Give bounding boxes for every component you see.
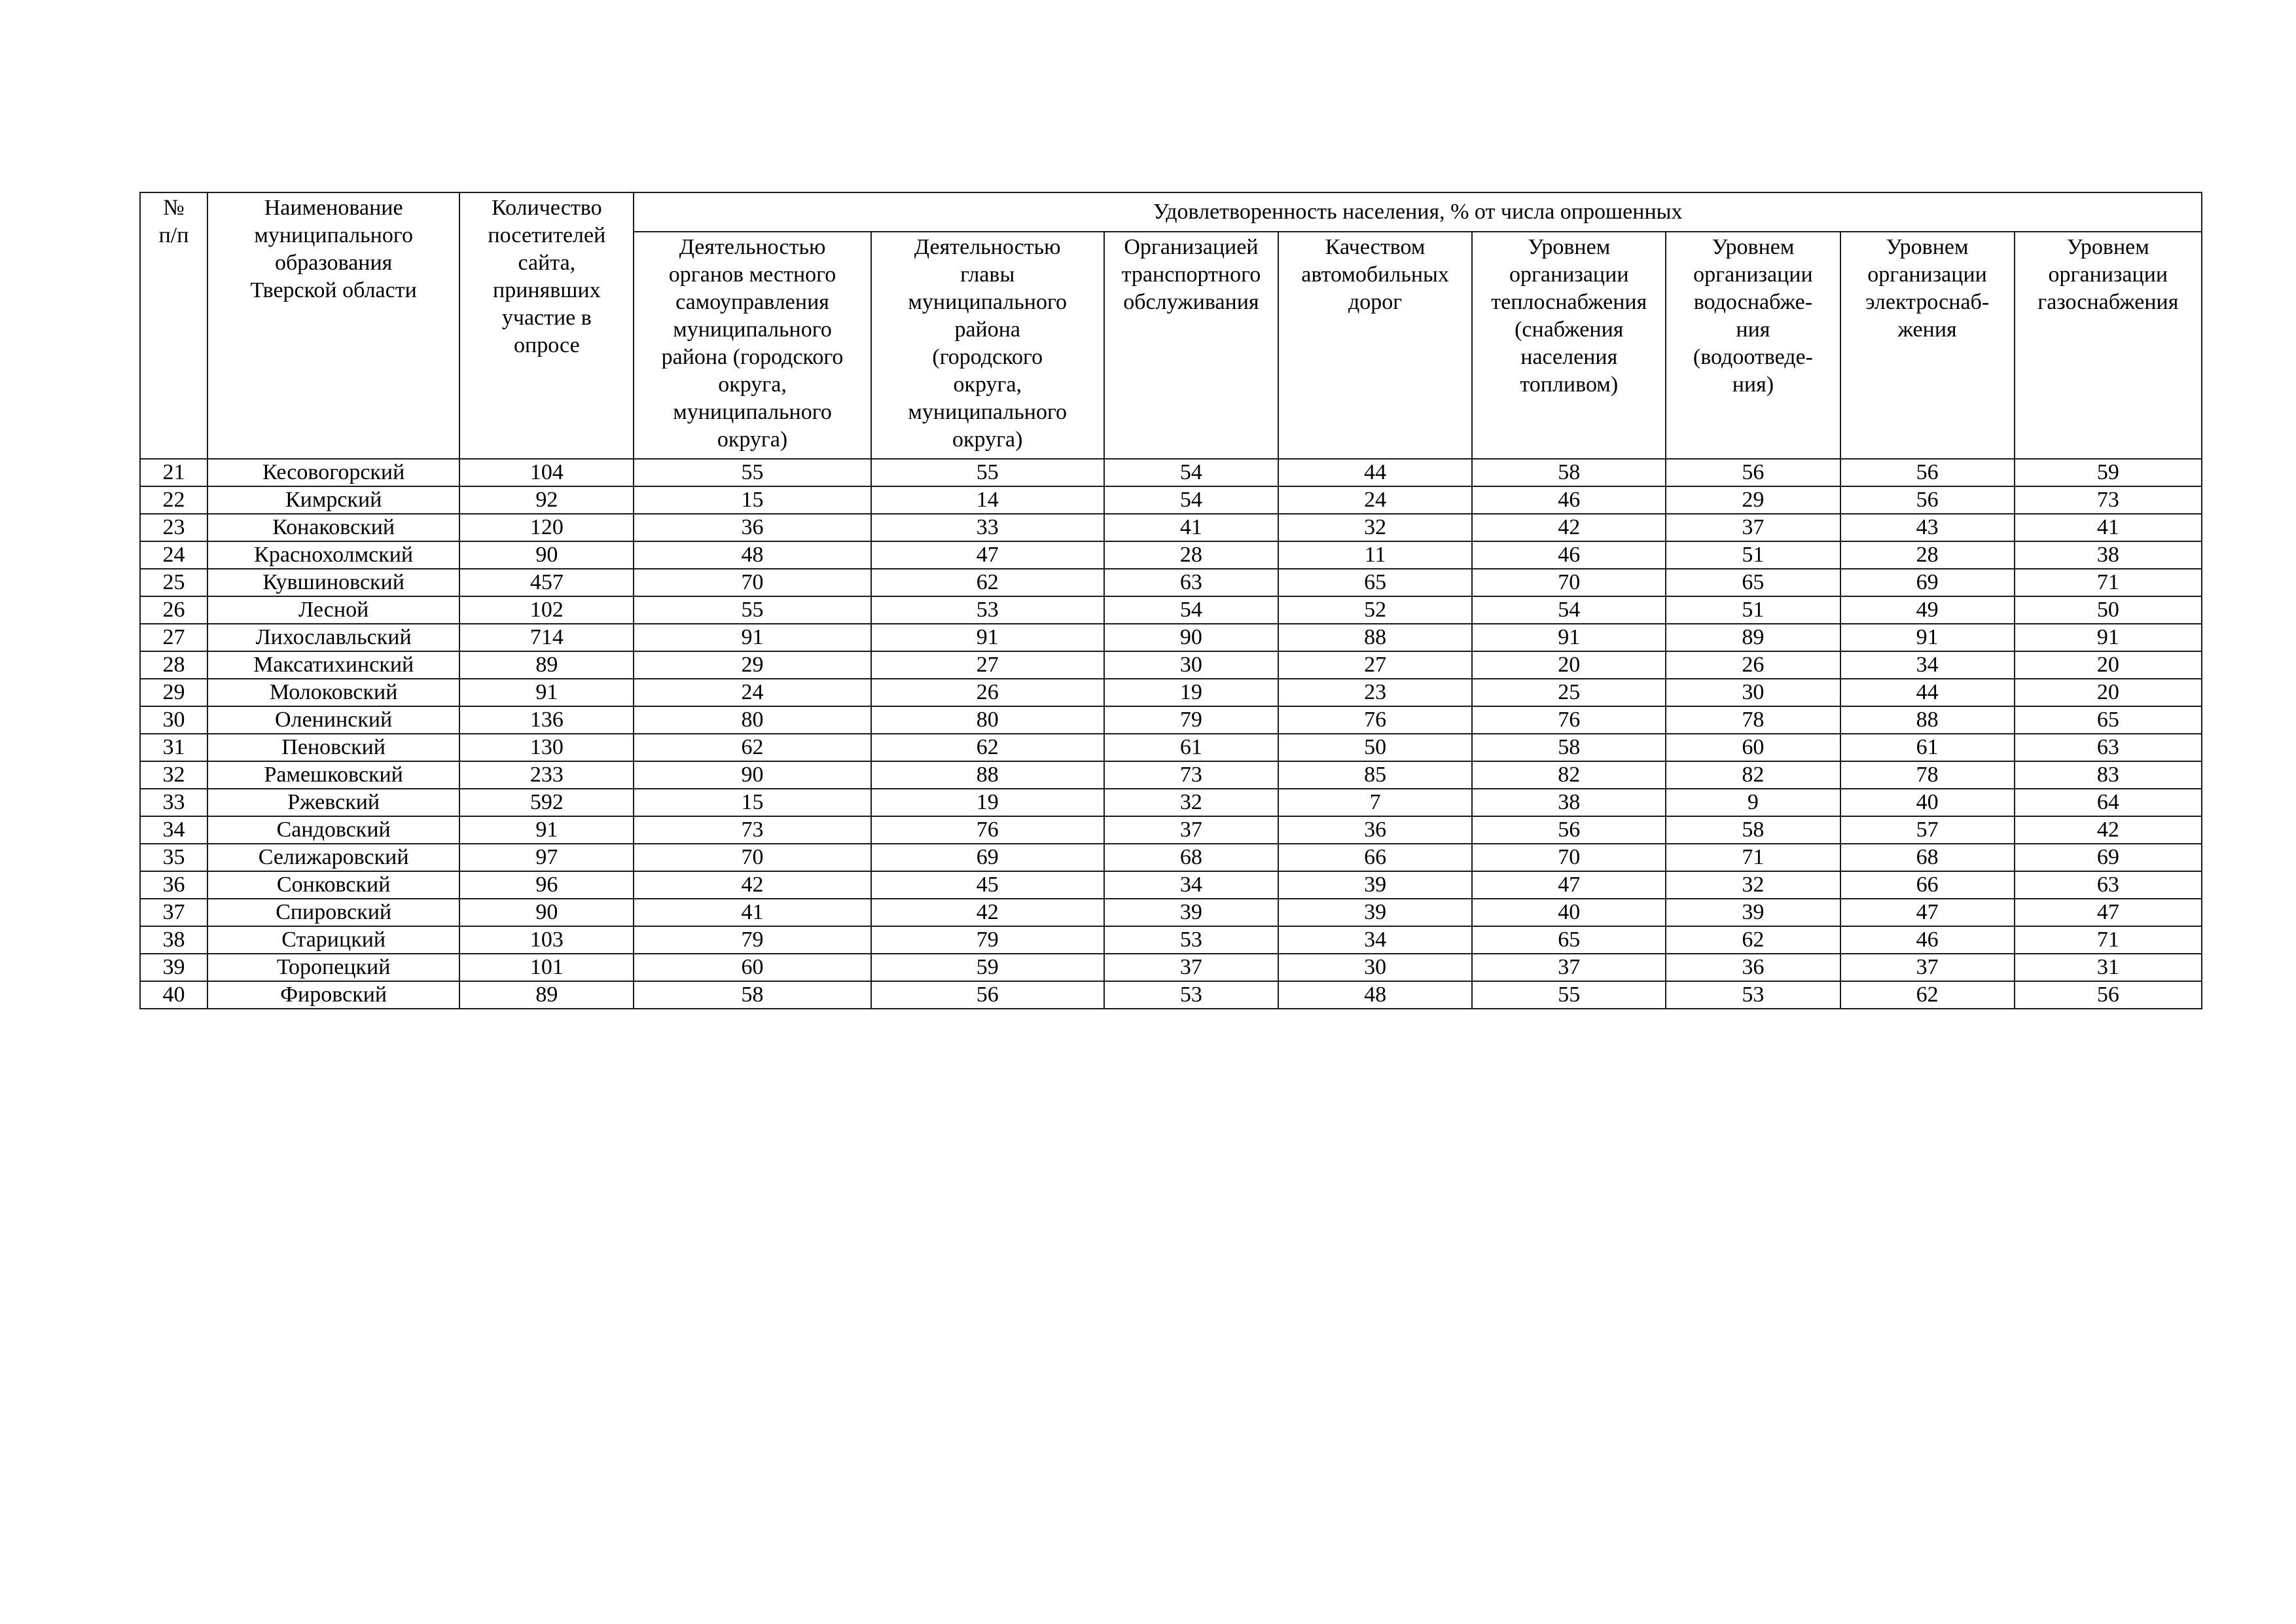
visitors-cell: 130: [459, 734, 634, 761]
water-supply-cell: 71: [1666, 844, 1840, 871]
table-row: [140, 789, 2202, 816]
visitors-cell: 96: [459, 871, 634, 899]
roads-cell: 39: [1278, 871, 1472, 899]
district-head-cell: 80: [871, 706, 1104, 734]
gas-supply-cell: 47: [2015, 899, 2202, 926]
transport-cell: 30: [1104, 651, 1278, 679]
district-head-cell: 88: [871, 761, 1104, 789]
heat-supply-cell: 54: [1472, 596, 1666, 624]
roads-cell: 24: [1278, 486, 1472, 514]
local-government-cell: 15: [634, 789, 870, 816]
municipality-cell: Рамешковский: [207, 761, 459, 789]
heat-supply-cell: 46: [1472, 541, 1666, 569]
row-number-cell: 38: [140, 926, 207, 954]
header-satisfaction-group: Удовлетворенность населения, % от числа опрошенных: [634, 192, 2202, 232]
visitors-cell: 89: [459, 651, 634, 679]
water-supply-cell: 89: [1666, 624, 1840, 651]
roads-cell: 23: [1278, 679, 1472, 706]
transport-cell: 41: [1104, 514, 1278, 541]
visitors-cell: 101: [459, 954, 634, 981]
municipality-cell: Оленинский: [207, 706, 459, 734]
heat-supply-cell: 91: [1472, 624, 1666, 651]
row-number-cell: 29: [140, 679, 207, 706]
transport-cell: 34: [1104, 871, 1278, 899]
water-supply-cell: 78: [1666, 706, 1840, 734]
transport-cell: 54: [1104, 596, 1278, 624]
table-row: [140, 844, 2202, 871]
district-head-cell: 47: [871, 541, 1104, 569]
electricity-supply-cell: 37: [1840, 954, 2015, 981]
satisfaction-table: [139, 192, 2202, 1009]
gas-supply-cell: 73: [2015, 486, 2202, 514]
visitors-cell: 136: [459, 706, 634, 734]
local-government-cell: 60: [634, 954, 870, 981]
electricity-supply-cell: 62: [1840, 981, 2015, 1009]
visitors-cell: 104: [459, 459, 634, 486]
row-number-cell: 40: [140, 981, 207, 1009]
municipality-cell: Молоковский: [207, 679, 459, 706]
municipality-cell: Ржевский: [207, 789, 459, 816]
heat-supply-cell: 55: [1472, 981, 1666, 1009]
electricity-supply-cell: 68: [1840, 844, 2015, 871]
district-head-cell: 19: [871, 789, 1104, 816]
gas-supply-cell: 65: [2015, 706, 2202, 734]
local-government-cell: 90: [634, 761, 870, 789]
electricity-supply-cell: 28: [1840, 541, 2015, 569]
heat-supply-cell: 65: [1472, 926, 1666, 954]
water-supply-cell: 82: [1666, 761, 1840, 789]
roads-cell: 30: [1278, 954, 1472, 981]
visitors-cell: 90: [459, 541, 634, 569]
transport-cell: 19: [1104, 679, 1278, 706]
header-roads: Качеством автомобильных дорог: [1278, 232, 1472, 459]
heat-supply-cell: 38: [1472, 789, 1666, 816]
municipality-cell: Лесной: [207, 596, 459, 624]
roads-cell: 66: [1278, 844, 1472, 871]
municipality-cell: Кесовогорский: [207, 459, 459, 486]
municipality-cell: Максатихинский: [207, 651, 459, 679]
gas-supply-cell: 20: [2015, 651, 2202, 679]
local-government-cell: 73: [634, 816, 870, 844]
row-number-cell: 21: [140, 459, 207, 486]
municipality-cell: Кимрский: [207, 486, 459, 514]
water-supply-cell: 36: [1666, 954, 1840, 981]
heat-supply-cell: 20: [1472, 651, 1666, 679]
heat-supply-cell: 47: [1472, 871, 1666, 899]
heat-supply-cell: 76: [1472, 706, 1666, 734]
gas-supply-cell: 41: [2015, 514, 2202, 541]
district-head-cell: 45: [871, 871, 1104, 899]
local-government-cell: 29: [634, 651, 870, 679]
transport-cell: 73: [1104, 761, 1278, 789]
transport-cell: 90: [1104, 624, 1278, 651]
electricity-supply-cell: 66: [1840, 871, 2015, 899]
district-head-cell: 42: [871, 899, 1104, 926]
electricity-supply-cell: 56: [1840, 459, 2015, 486]
municipality-cell: Сонковский: [207, 871, 459, 899]
table-header: [140, 192, 2202, 459]
municipality-cell: Фировский: [207, 981, 459, 1009]
row-number-cell: 30: [140, 706, 207, 734]
table-row: [140, 624, 2202, 651]
visitors-cell: 91: [459, 816, 634, 844]
electricity-supply-cell: 78: [1840, 761, 2015, 789]
header-water-supply: Уровнем организации водоснабже- ния (водоотведе- ния): [1666, 232, 1840, 459]
district-head-cell: 26: [871, 679, 1104, 706]
local-government-cell: 70: [634, 569, 870, 596]
gas-supply-cell: 71: [2015, 569, 2202, 596]
gas-supply-cell: 63: [2015, 871, 2202, 899]
gas-supply-cell: 59: [2015, 459, 2202, 486]
heat-supply-cell: 42: [1472, 514, 1666, 541]
municipality-cell: Торопецкий: [207, 954, 459, 981]
municipality-cell: Селижаровский: [207, 844, 459, 871]
table-row: [140, 541, 2202, 569]
header-local-government: Деятельностью органов местного самоуправления муниципального района (городского округа, муниципального округа): [634, 232, 870, 459]
district-head-cell: 62: [871, 734, 1104, 761]
transport-cell: 61: [1104, 734, 1278, 761]
table-row: [140, 651, 2202, 679]
heat-supply-cell: 46: [1472, 486, 1666, 514]
transport-cell: 37: [1104, 954, 1278, 981]
water-supply-cell: 56: [1666, 459, 1840, 486]
table-row: [140, 926, 2202, 954]
row-number-cell: 28: [140, 651, 207, 679]
municipality-cell: Конаковский: [207, 514, 459, 541]
district-head-cell: 59: [871, 954, 1104, 981]
header-gas-supply: Уровнем организации газоснабжения: [2015, 232, 2202, 459]
gas-supply-cell: 71: [2015, 926, 2202, 954]
water-supply-cell: 37: [1666, 514, 1840, 541]
roads-cell: 7: [1278, 789, 1472, 816]
transport-cell: 53: [1104, 926, 1278, 954]
electricity-supply-cell: 40: [1840, 789, 2015, 816]
gas-supply-cell: 50: [2015, 596, 2202, 624]
table-row: [140, 679, 2202, 706]
row-number-cell: 34: [140, 816, 207, 844]
district-head-cell: 14: [871, 486, 1104, 514]
electricity-supply-cell: 61: [1840, 734, 2015, 761]
roads-cell: 65: [1278, 569, 1472, 596]
row-number-cell: 26: [140, 596, 207, 624]
roads-cell: 44: [1278, 459, 1472, 486]
roads-cell: 76: [1278, 706, 1472, 734]
row-number-cell: 36: [140, 871, 207, 899]
local-government-cell: 62: [634, 734, 870, 761]
row-number-cell: 32: [140, 761, 207, 789]
table-row: [140, 734, 2202, 761]
heat-supply-cell: 56: [1472, 816, 1666, 844]
municipality-cell: Лихославльский: [207, 624, 459, 651]
table-row: [140, 486, 2202, 514]
municipality-cell: Кувшиновский: [207, 569, 459, 596]
row-number-cell: 33: [140, 789, 207, 816]
water-supply-cell: 51: [1666, 596, 1840, 624]
heat-supply-cell: 37: [1472, 954, 1666, 981]
roads-cell: 32: [1278, 514, 1472, 541]
gas-supply-cell: 42: [2015, 816, 2202, 844]
transport-cell: 63: [1104, 569, 1278, 596]
water-supply-cell: 32: [1666, 871, 1840, 899]
district-head-cell: 53: [871, 596, 1104, 624]
water-supply-cell: 60: [1666, 734, 1840, 761]
roads-cell: 39: [1278, 899, 1472, 926]
district-head-cell: 91: [871, 624, 1104, 651]
local-government-cell: 36: [634, 514, 870, 541]
local-government-cell: 48: [634, 541, 870, 569]
transport-cell: 68: [1104, 844, 1278, 871]
municipality-cell: Спировский: [207, 899, 459, 926]
district-head-cell: 33: [871, 514, 1104, 541]
gas-supply-cell: 83: [2015, 761, 2202, 789]
row-number-cell: 22: [140, 486, 207, 514]
district-head-cell: 55: [871, 459, 1104, 486]
transport-cell: 37: [1104, 816, 1278, 844]
roads-cell: 52: [1278, 596, 1472, 624]
roads-cell: 50: [1278, 734, 1472, 761]
header-number: № п/п: [140, 192, 207, 459]
heat-supply-cell: 70: [1472, 844, 1666, 871]
gas-supply-cell: 38: [2015, 541, 2202, 569]
header-visitors: Количество посетителей сайта, принявших участие в опросе: [459, 192, 634, 459]
water-supply-cell: 26: [1666, 651, 1840, 679]
electricity-supply-cell: 49: [1840, 596, 2015, 624]
table-row: [140, 706, 2202, 734]
electricity-supply-cell: 34: [1840, 651, 2015, 679]
table-row: [140, 514, 2202, 541]
visitors-cell: 233: [459, 761, 634, 789]
municipality-cell: Старицкий: [207, 926, 459, 954]
local-government-cell: 42: [634, 871, 870, 899]
visitors-cell: 89: [459, 981, 634, 1009]
table-row: [140, 871, 2202, 899]
local-government-cell: 80: [634, 706, 870, 734]
heat-supply-cell: 70: [1472, 569, 1666, 596]
local-government-cell: 24: [634, 679, 870, 706]
local-government-cell: 58: [634, 981, 870, 1009]
visitors-cell: 103: [459, 926, 634, 954]
header-municipality: Наименование муниципального образования Тверской области: [207, 192, 459, 459]
gas-supply-cell: 31: [2015, 954, 2202, 981]
local-government-cell: 15: [634, 486, 870, 514]
heat-supply-cell: 40: [1472, 899, 1666, 926]
roads-cell: 36: [1278, 816, 1472, 844]
district-head-cell: 76: [871, 816, 1104, 844]
visitors-cell: 120: [459, 514, 634, 541]
local-government-cell: 79: [634, 926, 870, 954]
roads-cell: 27: [1278, 651, 1472, 679]
visitors-cell: 457: [459, 569, 634, 596]
local-government-cell: 91: [634, 624, 870, 651]
transport-cell: 54: [1104, 459, 1278, 486]
local-government-cell: 55: [634, 459, 870, 486]
row-number-cell: 23: [140, 514, 207, 541]
visitors-cell: 92: [459, 486, 634, 514]
visitors-cell: 592: [459, 789, 634, 816]
district-head-cell: 27: [871, 651, 1104, 679]
roads-cell: 88: [1278, 624, 1472, 651]
electricity-supply-cell: 91: [1840, 624, 2015, 651]
gas-supply-cell: 69: [2015, 844, 2202, 871]
local-government-cell: 41: [634, 899, 870, 926]
water-supply-cell: 53: [1666, 981, 1840, 1009]
visitors-cell: 102: [459, 596, 634, 624]
water-supply-cell: 51: [1666, 541, 1840, 569]
water-supply-cell: 9: [1666, 789, 1840, 816]
local-government-cell: 70: [634, 844, 870, 871]
table-row: [140, 981, 2202, 1009]
table-row: [140, 899, 2202, 926]
district-head-cell: 69: [871, 844, 1104, 871]
electricity-supply-cell: 44: [1840, 679, 2015, 706]
transport-cell: 53: [1104, 981, 1278, 1009]
water-supply-cell: 58: [1666, 816, 1840, 844]
header-electricity-supply: Уровнем организации электроснаб- жения: [1840, 232, 2015, 459]
visitors-cell: 714: [459, 624, 634, 651]
municipality-cell: Сандовский: [207, 816, 459, 844]
gas-supply-cell: 56: [2015, 981, 2202, 1009]
visitors-cell: 97: [459, 844, 634, 871]
table-row: [140, 596, 2202, 624]
water-supply-cell: 39: [1666, 899, 1840, 926]
municipality-cell: Пеновский: [207, 734, 459, 761]
roads-cell: 34: [1278, 926, 1472, 954]
table-body: [140, 459, 2202, 1009]
electricity-supply-cell: 88: [1840, 706, 2015, 734]
header-heat-supply: Уровнем организации теплоснабжения (снабжения населения топливом): [1472, 232, 1666, 459]
table-row: [140, 816, 2202, 844]
transport-cell: 28: [1104, 541, 1278, 569]
water-supply-cell: 30: [1666, 679, 1840, 706]
roads-cell: 85: [1278, 761, 1472, 789]
row-number-cell: 31: [140, 734, 207, 761]
row-number-cell: 27: [140, 624, 207, 651]
visitors-cell: 90: [459, 899, 634, 926]
electricity-supply-cell: 69: [1840, 569, 2015, 596]
table-row: [140, 761, 2202, 789]
transport-cell: 54: [1104, 486, 1278, 514]
heat-supply-cell: 58: [1472, 734, 1666, 761]
row-number-cell: 37: [140, 899, 207, 926]
transport-cell: 32: [1104, 789, 1278, 816]
gas-supply-cell: 64: [2015, 789, 2202, 816]
water-supply-cell: 29: [1666, 486, 1840, 514]
transport-cell: 39: [1104, 899, 1278, 926]
electricity-supply-cell: 46: [1840, 926, 2015, 954]
transport-cell: 79: [1104, 706, 1278, 734]
electricity-supply-cell: 56: [1840, 486, 2015, 514]
header-transport: Организацией транспортного обслуживания: [1104, 232, 1278, 459]
local-government-cell: 55: [634, 596, 870, 624]
header-district-head: Деятельностью главы муниципального района (городского округа, муниципального округа): [871, 232, 1104, 459]
visitors-cell: 91: [459, 679, 634, 706]
roads-cell: 11: [1278, 541, 1472, 569]
district-head-cell: 79: [871, 926, 1104, 954]
heat-supply-cell: 25: [1472, 679, 1666, 706]
gas-supply-cell: 63: [2015, 734, 2202, 761]
water-supply-cell: 62: [1666, 926, 1840, 954]
row-number-cell: 39: [140, 954, 207, 981]
row-number-cell: 25: [140, 569, 207, 596]
gas-supply-cell: 20: [2015, 679, 2202, 706]
table-row: [140, 954, 2202, 981]
municipality-cell: Краснохолмский: [207, 541, 459, 569]
heat-supply-cell: 82: [1472, 761, 1666, 789]
heat-supply-cell: 58: [1472, 459, 1666, 486]
electricity-supply-cell: 57: [1840, 816, 2015, 844]
roads-cell: 48: [1278, 981, 1472, 1009]
gas-supply-cell: 91: [2015, 624, 2202, 651]
district-head-cell: 62: [871, 569, 1104, 596]
water-supply-cell: 65: [1666, 569, 1840, 596]
table-row: [140, 569, 2202, 596]
electricity-supply-cell: 43: [1840, 514, 2015, 541]
row-number-cell: 35: [140, 844, 207, 871]
table-row: [140, 459, 2202, 486]
row-number-cell: 24: [140, 541, 207, 569]
electricity-supply-cell: 47: [1840, 899, 2015, 926]
district-head-cell: 56: [871, 981, 1104, 1009]
